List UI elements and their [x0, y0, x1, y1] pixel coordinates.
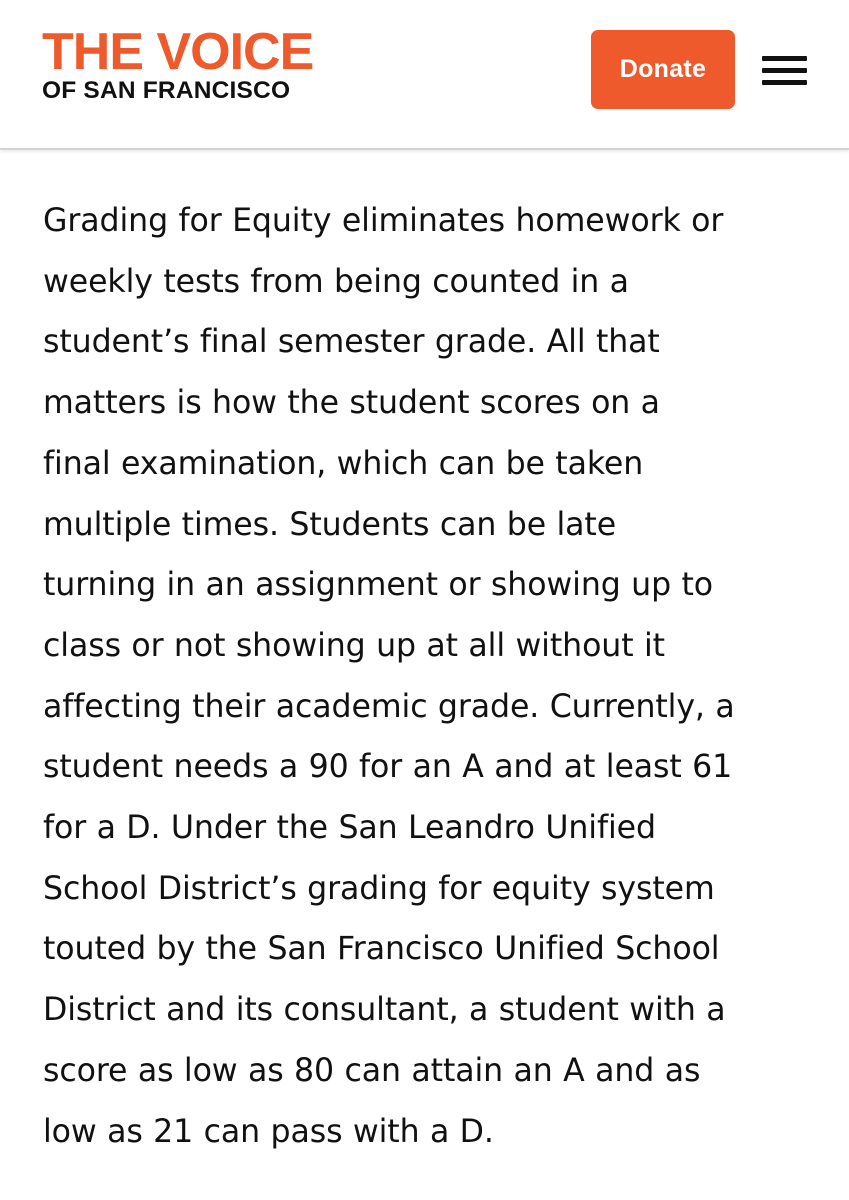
paragraph-line: score as low as 80 can attain an A and as: [43, 1052, 701, 1089]
hamburger-menu-icon[interactable]: [758, 50, 810, 90]
paragraph-line: student’s final semester grade. All that: [43, 324, 660, 361]
logo-subtitle: OF SAN FRANCISCO: [42, 77, 291, 104]
paragraph-line: Grading for Equity eliminates homework or: [43, 203, 724, 239]
menu-bar-bottom: [762, 80, 807, 85]
paragraph-line: District and its consultant, a student with a: [43, 992, 726, 1029]
paragraph-line: class or not showing up at all without it: [43, 627, 665, 664]
article-body: [43, 191, 843, 1162]
paragraph-line: matters is how the student scores on a: [43, 385, 660, 422]
paragraph-line: student needs a 90 for an A and at least 61: [43, 749, 733, 786]
site-logo[interactable]: [42, 23, 314, 104]
paragraph-line: weekly tests from being counted in a: [43, 263, 629, 300]
paragraph-line: touted by the San Francisco Unified School: [43, 931, 720, 968]
article-paragraph: [43, 191, 843, 1162]
menu-bar-top: [762, 56, 807, 61]
menu-bar-middle: [762, 68, 807, 73]
logo-title: THE VOICE: [42, 23, 314, 81]
paragraph-line: multiple times. Students can be late: [43, 506, 617, 543]
paragraph-line: low as 21 can pass with a D.: [43, 1113, 494, 1150]
paragraph-line: turning in an assignment or showing up to: [43, 567, 713, 604]
paragraph-line: for a D. Under the San Leandro Unified: [43, 810, 656, 847]
paragraph-line: final examination, which can be taken: [43, 445, 644, 482]
paragraph-line: School District’s grading for equity system: [43, 870, 715, 907]
paragraph-line: affecting their academic grade. Currently, a: [43, 688, 735, 725]
site-header: [0, 0, 849, 150]
donate-button[interactable]: Donate: [591, 30, 735, 109]
